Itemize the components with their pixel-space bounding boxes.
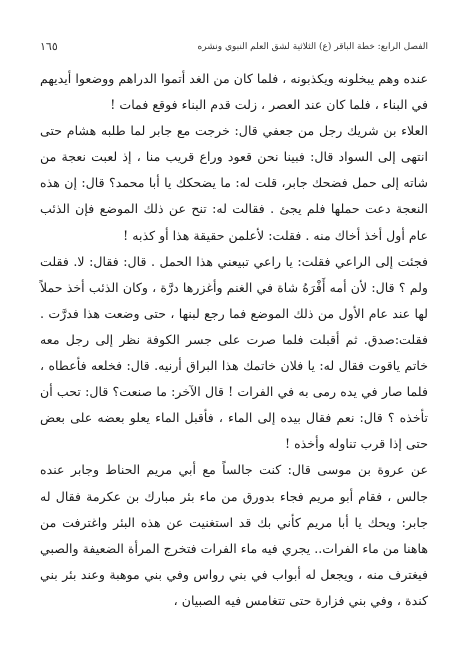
page-number: ١٦٥ <box>40 40 58 53</box>
page-body <box>40 66 428 614</box>
paragraph-1: عنده وهم يبخلونه ويكذبونه ، فلما كان من الغد أتموا الدراهم ووضعوا أيديهم في البناء ، فلما كان عند العصر ، زلت قدم البناء فوقع فمات ! <box>40 71 428 113</box>
page-header <box>40 40 428 56</box>
chapter-title: الفصل الرابع: خطة الباقر (ع) الثلاثية لشق العلم النبوي ونشره <box>197 42 428 52</box>
paragraph-2: العلاء بن شريك رجل من جعفي قال: خرجت مع جابر لما طلبه هشام حتى انتهى إلى السواد قال: فبينا نحن قعود وراع قريب منا ، إذ لعبت نعجة من شاته إلى حمل فضحك جابر، قلت له: ما يضحكك يا أبا محمد؟ قال: إن هذه النعجة دعت حملها فلم يجئ . فقالت له: تنح عن ذلك الموضع فإن الذئب عام أول أخذ أخاك منه . فقلت: لأعلمن حقيقة هذا أو كذبه ! <box>40 123 428 243</box>
paragraph-3: فجئت إلى الراعي فقلت: يا راعي تبيعني هذا الحمل . قال: فقال: لا. فقلت ولم ؟ قال: لأن أمه أَفْرَهُ شاة في الغنم وأغزرها درَّة ، وكان الذئب أخذ حملاً لها عند عام الأول من ذلك الموضع فما رجع لبنها ، حتى وضعت هذا فدرَّت . فقلت:صدق. ثم أقبلت فلما صرت على جسر الكوفة نظر إلى رجل معه خاتم ياقوت فقال له: يا فلان خاتمك هذا البراق أرنيه. قال: فخلعه فأعطاه ، فلما صار في يده رمى به في الفرات ! قال الآخر: ما صنعت؟ قال: تحب أن تأخذه ؟ قال: نعم فقال بيده إلى الماء ، فأقبل الماء يعلو بعضه على بعض حتى إذا قرب تناوله وأخذه ! <box>40 253 428 452</box>
paragraph-4: عن عروة بن موسى قال: كنت جالساً مع أبي مريم الحناط وجابر عنده جالس ، فقام أبو مريم فجاء بدورق من ماء بئر مبارك بن عكرمة فقال له جابر: ويحك يا أبا مريم كأني بك قد استغنيت عن هذه البئر واغترفت من هاهنا من ماء الفرات.. يجري فيه ماء الفرات فتخرج المرأة الضعيفة والصبي فيغترف منه ، ويجعل له أبواب في بني رواس وفي بني موهبة وعند بئر بني كندة ، وفي بني فزارة حتى تتغامس فيه الصبيان ، <box>40 462 428 608</box>
